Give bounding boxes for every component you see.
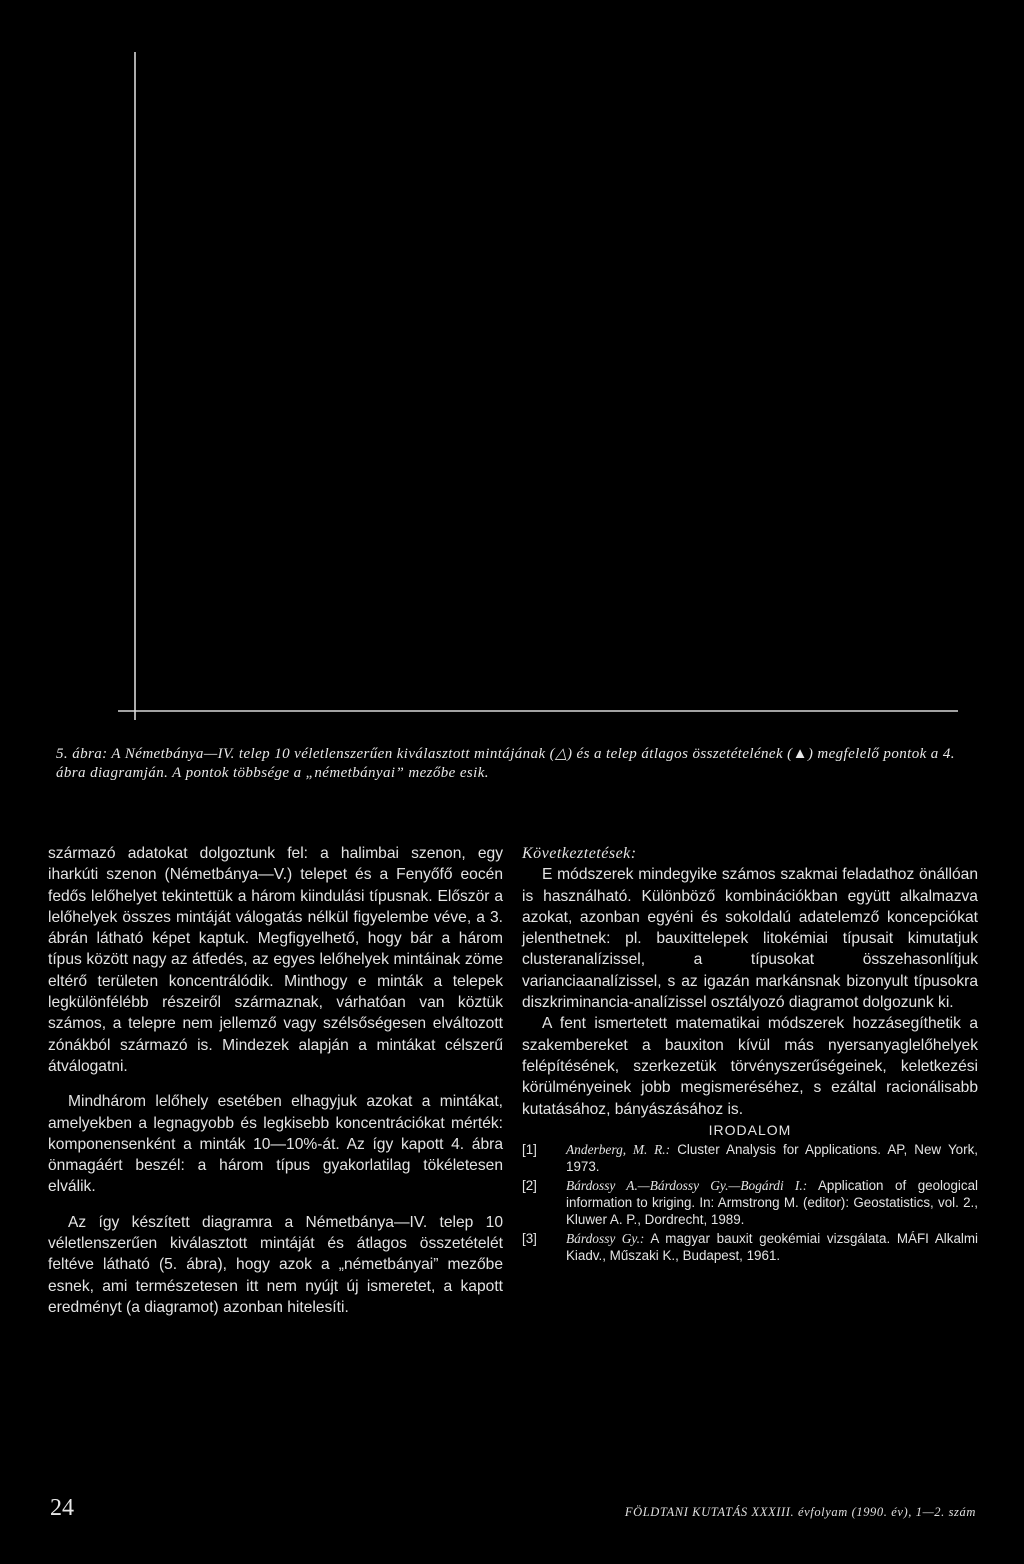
- figure-5: [0, 0, 1024, 720]
- paragraph: származó adatokat dolgoztunk fel: a halimbai szenon, egy iharkúti szenon (Németbánya—V.) telepet és a Fenyőfő eocén fedős lelőhelyet tekintettük a három kiindulási típusnak. Először a lelőhelyek összes mintáját válogatás nélkül figyelembe véve, a 3. ábrán látható képet kaptuk. Megfigyelhető, hogy bár a három típus között nagy az átfedés, az egyes lelőhelyek mintáinak zöme eltérő területen koncentrálódik. Minthogy e minták a telepek legkülönfélébb részeiről származnak, várhatóan van köztük számos, a telepre nem jellemző vagy szélsőségesen elváltozott zónákból származó is. Mindezek alapján a mintákat célszerű átválogatni.: [48, 845, 503, 1075]
- reference-text: A magyar bauxit geokémiai vizsgálata. MÁFI Alkalmi Kiadv., Műszaki K., Budapest, 1961.: [566, 1231, 979, 1264]
- paragraph: E módszerek mindegyike számos szakmai feladathoz önállóan is használható. Különböző kombinációkban együtt alkalmazva azokat, azonban egyéni és sokoldalú adatelemző koncepciókat jelenthetnek: pl. bauxittelepek litokémiai típusait kimutatjuk clusteranalízissel, a típusokat összehasonlítjuk varianciaanalízissel, s az igazán markánsnak bizonyult típusokra diszkriminancia-analízissel osztályozó diagramot dolgozunk ki.: [522, 866, 978, 1012]
- references-title: IRODALOM: [708, 1121, 792, 1138]
- journal-footer: FÖLDTANI KUTATÁS XXXIII. évfolyam (1990. év), 1—2. szám: [624, 1505, 976, 1519]
- reference-authors: Anderberg, M. R.:: [566, 1142, 671, 1158]
- reference-number: [2]: [522, 1178, 537, 1194]
- reference-item: [522, 1177, 978, 1228]
- reference-text: Cluster Analysis for Applications. AP, New York, 1973.: [566, 1142, 978, 1175]
- reference-text: Application of geological information to kriging. In: Armstrong M. (editor): Geostatistics, vol. 2., Kluwer A. P., Dordrecht, 1989.: [566, 1178, 978, 1228]
- figure-caption: 5. ábra: A Németbánya—IV. telep 10 véletlenszerűen kiválasztott mintájának (△) és a telep átlagos összetételének (▲) megfelelő pontok a 4. ábra diagramján. A pontok többsége a „németbányai” mezőbe esik.: [56, 746, 955, 781]
- reference-number: [3]: [522, 1231, 537, 1247]
- reference-list: [522, 1141, 978, 1264]
- reference-item: [522, 1230, 978, 1264]
- left-text-column: [48, 843, 503, 1318]
- reference-authors: Bárdossy A.—Bárdossy Gy.—Bogárdi I.:: [566, 1178, 808, 1194]
- figure-axes: [0, 0, 1024, 720]
- reference-authors: Bárdossy Gy.:: [566, 1231, 645, 1247]
- paragraph: A fent ismertetett matematikai módszerek hozzásegíthetik a szakembereket a bauxiton kívül más nyersanyaglelőhelyek felépítésének, szerkezetük törvényszerűségeinek, keletkezési körülményeinek jobb megismeréséhez, s ezáltal racionálisabb kutatásához, bányászásához is.: [522, 1015, 978, 1118]
- paragraph: Az így készített diagramra a Németbánya—IV. telep 10 véletlenszerűen kiválasztott mintáját és átlagos összetételét feltéve látható (5. ábra), hogy azok a „németbányai” mezőbe esnek, ami természetesen itt nem nyújt új ismeretet, a kapott eredményt (a diagramot) azonban hitelesíti.: [48, 1213, 503, 1316]
- reference-number: [1]: [522, 1142, 537, 1158]
- page-number: 24: [50, 1495, 74, 1521]
- right-text-column: [522, 843, 978, 1266]
- section-heading: Következtetések:: [522, 845, 637, 862]
- reference-item: [522, 1141, 978, 1175]
- paragraph: Mindhárom lelőhely esetében elhagyjuk azokat a mintákat, amelyekben a legnagyobb és legkisebb koncentrációkat mérték: komponensenként a minták 10—10%-át. Az így kapott 4. ábra önmagáért beszél: a három típus gyakorlatilag tökéletesen elválik.: [48, 1093, 503, 1196]
